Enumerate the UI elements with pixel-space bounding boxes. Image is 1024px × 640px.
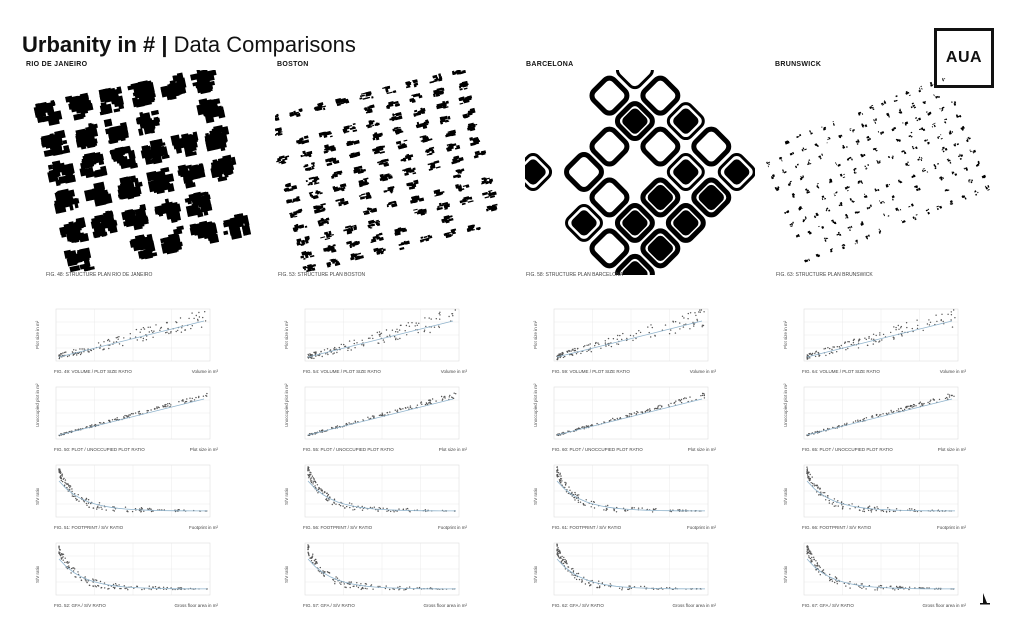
scatter-chart-boston-1 <box>284 305 467 378</box>
corner-mark-icon <box>978 592 992 606</box>
chart-y-label: S/V ratio <box>783 487 788 505</box>
chart-x-label: Plot size in m² <box>438 447 467 452</box>
chart-plot <box>796 305 966 378</box>
title-bold: Urbanity in # | <box>22 32 168 57</box>
chart-caption: FIG. 65: PLOT / UNOCCUPIED PLOT RATIO <box>802 447 893 452</box>
chart-y-label: Unoccupied plot in m² <box>783 383 788 427</box>
plan-caption-rio: FIG. 48: STRUCTURE PLAN RIO DE JANEIRO <box>46 272 153 278</box>
scatter-chart-rio-3 <box>35 461 218 534</box>
chart-caption: FIG. 57: GFA / S/V RATIO <box>303 603 355 608</box>
scatter-chart-brunswick-4 <box>783 539 966 612</box>
chart-caption: FIG. 51: FOOTPRINT / S/V RATIO <box>54 525 124 530</box>
chart-x-label: Volume in m³ <box>689 369 716 374</box>
chart-x-label: Volume in m³ <box>939 369 966 374</box>
chart-y-label: S/V ratio <box>783 565 788 583</box>
structure-plan-rio <box>30 70 260 275</box>
chart-plot <box>297 383 467 456</box>
chart-x-label: Gross floor area in m² <box>922 603 966 608</box>
chart-y-label: S/V ratio <box>35 565 40 583</box>
plan-caption-brunswick: FIG. 63: STRUCTURE PLAN BRUNSWICK <box>776 272 873 278</box>
scatter-chart-brunswick-3 <box>783 461 966 534</box>
chart-x-label: Footprint in m² <box>936 525 966 530</box>
scatter-chart-rio-4 <box>35 539 218 612</box>
chart-y-label: S/V ratio <box>284 487 289 505</box>
chart-y-label: S/V ratio <box>35 487 40 505</box>
chart-y-label: Unoccupied plot in m² <box>35 383 40 427</box>
chart-plot <box>48 539 218 612</box>
chart-x-label: Footprint in m² <box>188 525 218 530</box>
chart-x-label: Gross floor area in m² <box>672 603 716 608</box>
chart-caption: FIG. 54: VOLUME / PLOT SIZE RATIO <box>303 369 381 374</box>
chart-plot <box>48 305 218 378</box>
chart-x-label: Volume in m³ <box>191 369 218 374</box>
chart-caption: FIG. 66: FOOTPRINT / S/V RATIO <box>802 525 872 530</box>
chart-plot <box>546 461 716 534</box>
chart-caption: FIG. 52: GFA / S/V RATIO <box>54 603 106 608</box>
chart-plot <box>546 383 716 456</box>
chart-y-label: Unoccupied plot in m² <box>533 383 538 427</box>
chart-y-label: Plot size in m² <box>533 320 538 349</box>
chart-plot <box>297 305 467 378</box>
chart-caption: FIG. 49: VOLUME / PLOT SIZE RATIO <box>54 369 132 374</box>
chart-caption: FIG. 64: VOLUME / PLOT SIZE RATIO <box>802 369 880 374</box>
chart-y-label: S/V ratio <box>284 565 289 583</box>
chart-caption: FIG. 56: FOOTPRINT / S/V RATIO <box>303 525 373 530</box>
chart-y-label: Unoccupied plot in m² <box>284 383 289 427</box>
chart-y-label: S/V ratio <box>533 487 538 505</box>
chart-caption: FIG. 61: FOOTPRINT / S/V RATIO <box>552 525 622 530</box>
city-name-rio: RIO DE JANEIRO <box>26 61 88 68</box>
chart-x-label: Gross floor area in m² <box>423 603 467 608</box>
structure-plan-boston <box>275 70 505 275</box>
scatter-chart-boston-3 <box>284 461 467 534</box>
scatter-chart-rio-2 <box>35 383 218 456</box>
chart-plot <box>546 305 716 378</box>
city-name-boston: BOSTON <box>277 61 309 68</box>
chart-plot <box>48 383 218 456</box>
chart-x-label: Plot size in m² <box>189 447 218 452</box>
chart-caption: FIG. 67: GFA / S/V RATIO <box>802 603 854 608</box>
plan-caption-barcelona: FIG. 58: STRUCTURE PLAN BARCELONA <box>526 272 623 278</box>
chart-plot <box>297 461 467 534</box>
structure-plan-barcelona <box>525 70 755 275</box>
chart-x-label: Footprint in m² <box>437 525 467 530</box>
scatter-chart-barcelona-3 <box>533 461 716 534</box>
title-regular: Data Comparisons <box>173 32 356 57</box>
scatter-chart-brunswick-2 <box>783 383 966 456</box>
chart-x-label: Plot size in m² <box>687 447 716 452</box>
chart-caption: FIG. 60: PLOT / UNOCCUPIED PLOT RATIO <box>552 447 643 452</box>
page-title <box>22 32 356 58</box>
scatter-chart-boston-2 <box>284 383 467 456</box>
plan-caption-boston: FIG. 53: STRUCTURE PLAN BOSTON <box>278 272 366 278</box>
chart-y-label: Plot size in m² <box>35 320 40 349</box>
chart-plot <box>297 539 467 612</box>
chart-caption: FIG. 62: GFA / S/V RATIO <box>552 603 604 608</box>
chart-caption: FIG. 55: PLOT / UNOCCUPIED PLOT RATIO <box>303 447 394 452</box>
chart-x-label: Volume in m³ <box>440 369 467 374</box>
chart-caption: FIG. 59: VOLUME / PLOT SIZE RATIO <box>552 369 630 374</box>
chart-x-label: Footprint in m² <box>686 525 716 530</box>
chart-x-label: Plot size in m² <box>937 447 966 452</box>
scatter-chart-barcelona-2 <box>533 383 716 456</box>
chart-caption: FIG. 50: PLOT / UNOCCUPIED PLOT RATIO <box>54 447 145 452</box>
chart-plot <box>796 539 966 612</box>
chart-y-label: S/V ratio <box>533 565 538 583</box>
scatter-chart-brunswick-1 <box>783 305 966 378</box>
city-name-brunswick: BRUNSWICK <box>775 61 822 68</box>
chart-y-label: Plot size in m² <box>783 320 788 349</box>
chart-x-label: Gross floor area in m² <box>174 603 218 608</box>
chart-y-label: Plot size in m² <box>284 320 289 349</box>
scatter-chart-boston-4 <box>284 539 467 612</box>
chart-plot <box>796 383 966 456</box>
chart-plot <box>546 539 716 612</box>
aua-logo: AUA <box>934 28 994 88</box>
scatter-chart-barcelona-4 <box>533 539 716 612</box>
chart-plot <box>796 461 966 534</box>
city-name-barcelona: BARCELONA <box>526 61 574 68</box>
scatter-chart-barcelona-1 <box>533 305 716 378</box>
structure-plan-brunswick <box>765 70 995 275</box>
chart-plot <box>48 461 218 534</box>
scatter-chart-rio-1 <box>35 305 218 378</box>
